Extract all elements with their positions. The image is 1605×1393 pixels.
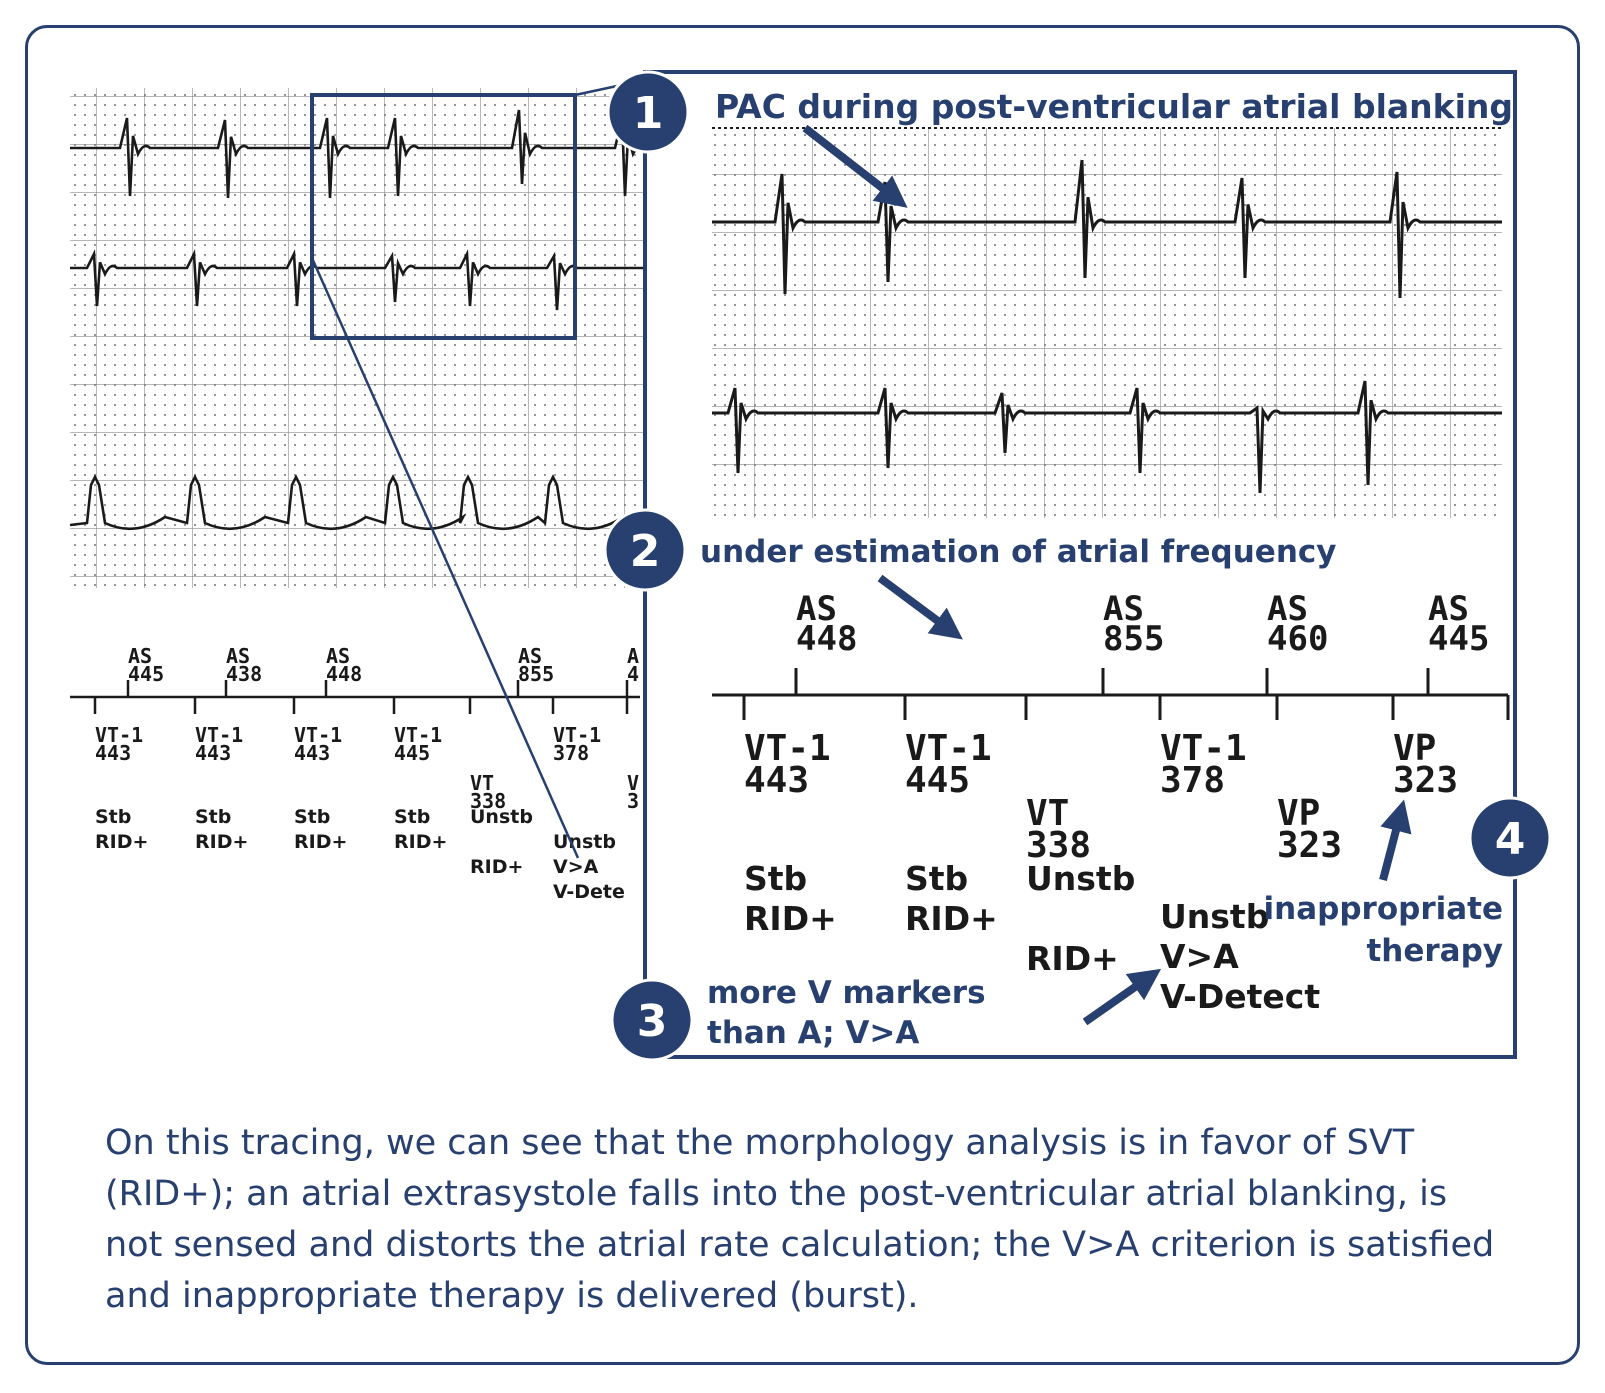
marker-label: Stb [195, 806, 232, 828]
marker-label: RID+ [95, 831, 149, 853]
marker-label: 3 [627, 789, 640, 813]
marker-label: 323 [1277, 825, 1343, 866]
marker-label: VP [1393, 728, 1437, 769]
annotation-3-line2: than A; V>A [707, 1015, 920, 1051]
marker-label: V>A [553, 856, 599, 878]
badge-1-number: 1 [632, 88, 664, 139]
marker-label: Unstb [1026, 859, 1136, 898]
marker-label: 445 [1428, 619, 1490, 659]
marker-label: 443 [95, 741, 132, 765]
annotation-1-text: PAC during post-ventricular atrial blanking [715, 87, 1514, 126]
annotation-3-line1: more V markers [707, 975, 986, 1011]
caption: On this tracing, we can see that the morphology analysis is in favor of SVT (RID+); an atrial extrasystole falls into the post-ventricular atrial blanking, is not sensed and distorts the atrial rate calculation; the V>A criterion is satisfied and inappropriate therapy is delivered (burst). [105, 1123, 1495, 1316]
marker-label: 438 [226, 662, 263, 686]
marker-label: V>A [1160, 937, 1239, 976]
marker-label: AS [226, 644, 251, 668]
marker-label: AS [128, 644, 153, 668]
marker-label: VT-1 [553, 723, 602, 747]
marker-label: VT-1 [294, 723, 343, 747]
marker-label: VT-1 [95, 723, 144, 747]
marker-label: Stb [905, 859, 969, 898]
overview-marker-channel [70, 644, 640, 903]
marker-label: 448 [326, 662, 363, 686]
marker-label: 445 [905, 760, 971, 801]
marker-label: 855 [518, 662, 555, 686]
marker-label: VT-1 [1160, 728, 1247, 769]
marker-label: AS [1428, 589, 1469, 629]
marker-label: VT [470, 771, 495, 795]
marker-label: AS [326, 644, 351, 668]
marker-label: Stb [95, 806, 132, 828]
badge-4-number: 4 [1494, 814, 1526, 865]
marker-label: 445 [128, 662, 165, 686]
marker-label: 378 [1160, 760, 1226, 801]
marker-label: 443 [195, 741, 232, 765]
marker-label: Unstb [1160, 897, 1270, 936]
marker-label: AS [1267, 589, 1308, 629]
marker-label: V-Dete [553, 881, 625, 903]
marker-label: VT-1 [394, 723, 443, 747]
marker-label: RID+ [744, 899, 837, 938]
annotation-4-line2: therapy [1366, 933, 1503, 969]
marker-label: AS [1103, 589, 1144, 629]
marker-label: V [627, 771, 640, 795]
annotation-4-line1: inappropriate [1263, 891, 1503, 927]
marker-label: RID+ [195, 831, 249, 853]
marker-label: RID+ [470, 856, 524, 878]
marker-label: RID+ [394, 831, 448, 853]
marker-label: 445 [394, 741, 431, 765]
marker-label: 4 [627, 662, 640, 686]
marker-label: Stb [294, 806, 331, 828]
marker-label: 338 [1026, 825, 1092, 866]
annotation-2-text: under estimation of atrial frequency [700, 534, 1337, 570]
marker-label: Unstb [553, 831, 616, 853]
marker-label: VT [1026, 793, 1070, 834]
marker-label: VP [1277, 793, 1321, 834]
marker-label: 448 [796, 619, 858, 659]
marker-label: A [627, 644, 640, 668]
marker-label: AS [518, 644, 543, 668]
marker-label: 323 [1393, 760, 1459, 801]
marker-label: RID+ [1026, 939, 1119, 978]
marker-label: RID+ [905, 899, 998, 938]
badge-3-number: 3 [636, 996, 668, 1047]
marker-label: V-Detect [1160, 977, 1321, 1016]
marker-label: Stb [744, 859, 808, 898]
marker-label: 338 [470, 789, 507, 813]
badge-2-number: 2 [629, 526, 661, 577]
marker-label: 443 [294, 741, 331, 765]
marker-label: RID+ [294, 831, 348, 853]
marker-label: Stb [394, 806, 431, 828]
marker-label: 855 [1103, 619, 1165, 659]
marker-label: 378 [553, 741, 590, 765]
marker-label: 443 [744, 760, 810, 801]
marker-label: Unstb [470, 806, 533, 828]
marker-label: VT-1 [195, 723, 244, 747]
marker-label: VT-1 [905, 728, 992, 769]
marker-label: AS [796, 589, 837, 629]
marker-label: VT-1 [744, 728, 831, 769]
marker-label: 460 [1267, 619, 1329, 659]
